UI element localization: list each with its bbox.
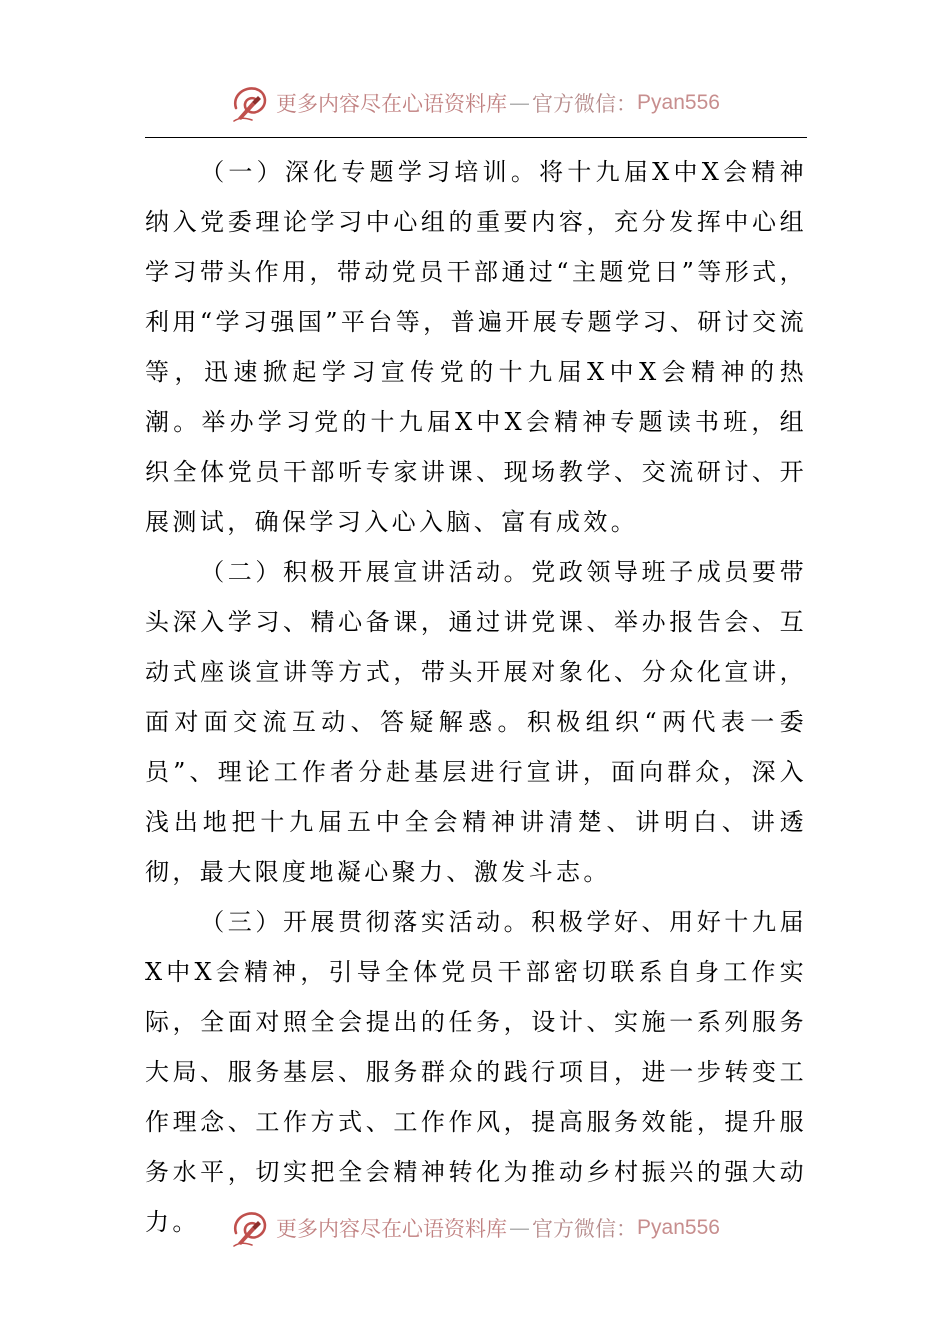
paragraph-1: （一）深化专题学习培训。将十九届X中X会精神纳入党委理论学习中心组的重要内容，充分发挥中心组学习带头作用，带动党员干部通过“主题党日”等形式，利用“学习强国”平台等，普遍开展专题学习、研讨交流等，迅速掀起学习宣传党的十九届X中X会精神的热潮。举办学习党的十九届X中X会精神专题读书班，组织全体党员干部听专家讲课、现场教学、交流研讨、开展测试，确保学习入心入脑、富有成效。: [145, 158, 807, 536]
banner-text: 更多内容尽在心语资料库: [276, 1217, 508, 1241]
banner-wechat-label: 官方微信：: [532, 1217, 638, 1241]
header-banner: [0, 80, 950, 126]
header-divider: [145, 137, 807, 138]
document-body: [145, 147, 807, 1247]
banner-wechat-id: Pyan556: [637, 91, 720, 114]
footer-banner: [0, 1205, 950, 1251]
banner-wechat-label: 官方微信：: [532, 92, 638, 116]
paragraph-2: （二）积极开展宣讲活动。党政领导班子成员要带头深入学习、精心备课，通过讲党课、举办报告会、互动式座谈宣讲等方式，带头开展对象化、分众化宣讲，面对面交流互动、答疑解惑。积极组织“两代表一委员”、理论工作者分赴基层进行宣讲，面向群众，深入浅出地把十九届五中全会精神讲清楚、讲明白、讲透彻，最大限度地凝心聚力、激发斗志。: [145, 558, 807, 886]
banner-separator: —: [509, 91, 531, 115]
banner-text: 更多内容尽在心语资料库: [276, 92, 508, 116]
banner-wechat-id: Pyan556: [637, 1216, 720, 1239]
pen-swirl-icon: [230, 82, 272, 124]
paragraph-3: （三）开展贯彻落实活动。积极学好、用好十九届X中X会精神，引导全体党员干部密切联系自身工作实际，全面对照全会提出的任务，设计、实施一系列服务大局、服务基层、服务群众的践行项目，进一步转变工作理念、工作方式、工作作风，提高服务效能，提升服务水平，切实把全会精神转化为推动乡村振兴的强大动力。: [145, 908, 807, 1236]
pen-swirl-icon: [230, 1207, 272, 1249]
banner-separator: —: [509, 1216, 531, 1240]
